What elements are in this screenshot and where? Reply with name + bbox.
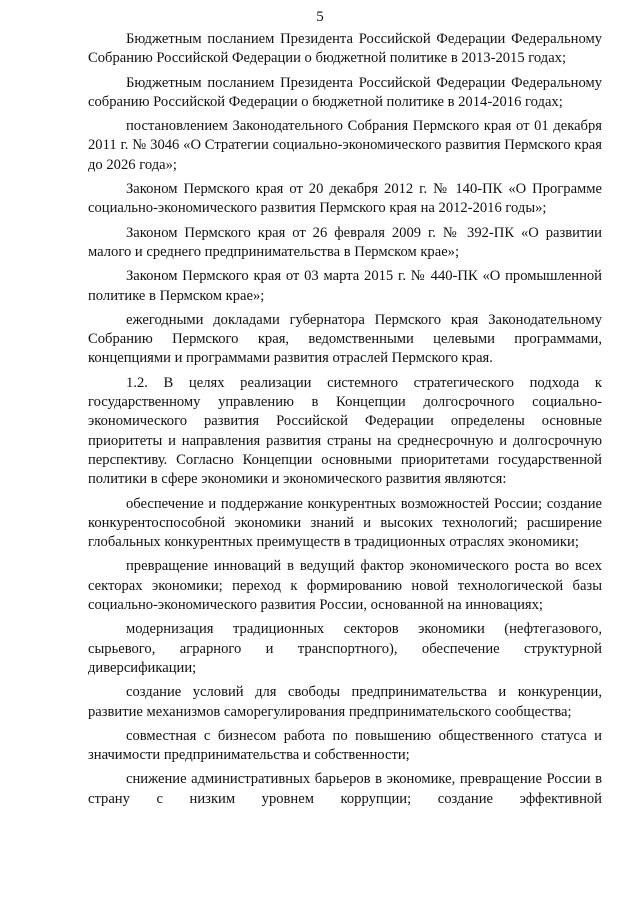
page-number: 5 (316, 9, 324, 25)
paragraph-budget-message-2014: Бюджетным посланием Президента Российской Федерации Федеральному собранию Российской Федерации о бюджетной политике в 2014-2016 годах; (88, 74, 602, 110)
paragraph-governor-reports: ежегодными докладами губернатора Пермского края Законодательному Собранию Пермского края, ведомственными целевыми программами, концепциями и программами развития отраслей Пермского края. (88, 311, 602, 367)
paragraph-priority-modernization: модернизация традиционных секторов экономики (нефтегазового, сырьевого, аграрного и транспортного), обеспечение структурной диверсификации; (88, 621, 602, 676)
paragraph-law-140-pk: Законом Пермского края от 20 декабря 2012 г. № 140-ПК «О Программе социально-экономического развития Пермского края на 2012-2016 годы»; (88, 181, 602, 217)
paragraph-budget-message-2013: Бюджетным посланием Президента Российской Федерации Федеральному Собранию Российской Федерации о бюджетной политике в 2013-2015 годах; (88, 31, 602, 67)
paragraph-priority-entrepreneurship: создание условий для свободы предпринимательства и конкуренции, развитие механизмов саморегулирования предпринимательского сообщества; (88, 684, 602, 720)
paragraph-law-392-pk: Законом Пермского края от 26 февраля 2009 г. № 392-ПК «О развитии малого и среднего предпринимательства в Пермском крае»; (88, 224, 602, 260)
paragraph-priority-competitiveness: обеспечение и поддержание конкурентных возможностей России; создание конкурентоспособной экономики знаний и высоких технологий; расширение глобальных конкурентных преимуществ в традиционных отраслях экономики; (88, 495, 602, 551)
paragraph-resolution-strategy-2026: постановлением Законодательного Собрания Пермского края от 01 декабря 2011 г. № 3046 «О Стратегии социально-экономического развития Пермского края до 2026 года»; (88, 118, 602, 173)
paragraph-section-1-2: 1.2. В целях реализации системного стратегического подхода к государственному управлению в Концепции долгосрочного социально-экономического развития Российской Федерации определены основные приоритеты и направления развития страны на среднесрочную и долгосрочную перспективу. Согласно Концепции основными приоритетами государственной политики в сфере экономики и экономического развития являются: (88, 374, 602, 488)
paragraph-priority-innovation: превращение инноваций в ведущий фактор экономического роста во всех секторах экономики; переход к формированию новой технологической базы социально-экономического развития России, основанной на инновациях; (88, 558, 602, 614)
paragraph-priority-business-status: совместная с бизнесом работа по повышению общественного статуса и значимости предпринимательства и собственности; (88, 727, 602, 764)
paragraph-priority-admin-barriers: снижение административных барьеров в экономике, превращение России в страну с низким уровнем коррупции; создание эффективной (88, 771, 602, 807)
document-body (88, 30, 602, 814)
paragraph-law-440-pk: Законом Пермского края от 03 марта 2015 г. № 440-ПК «О промышленной политике в Пермском крае»; (88, 268, 602, 304)
